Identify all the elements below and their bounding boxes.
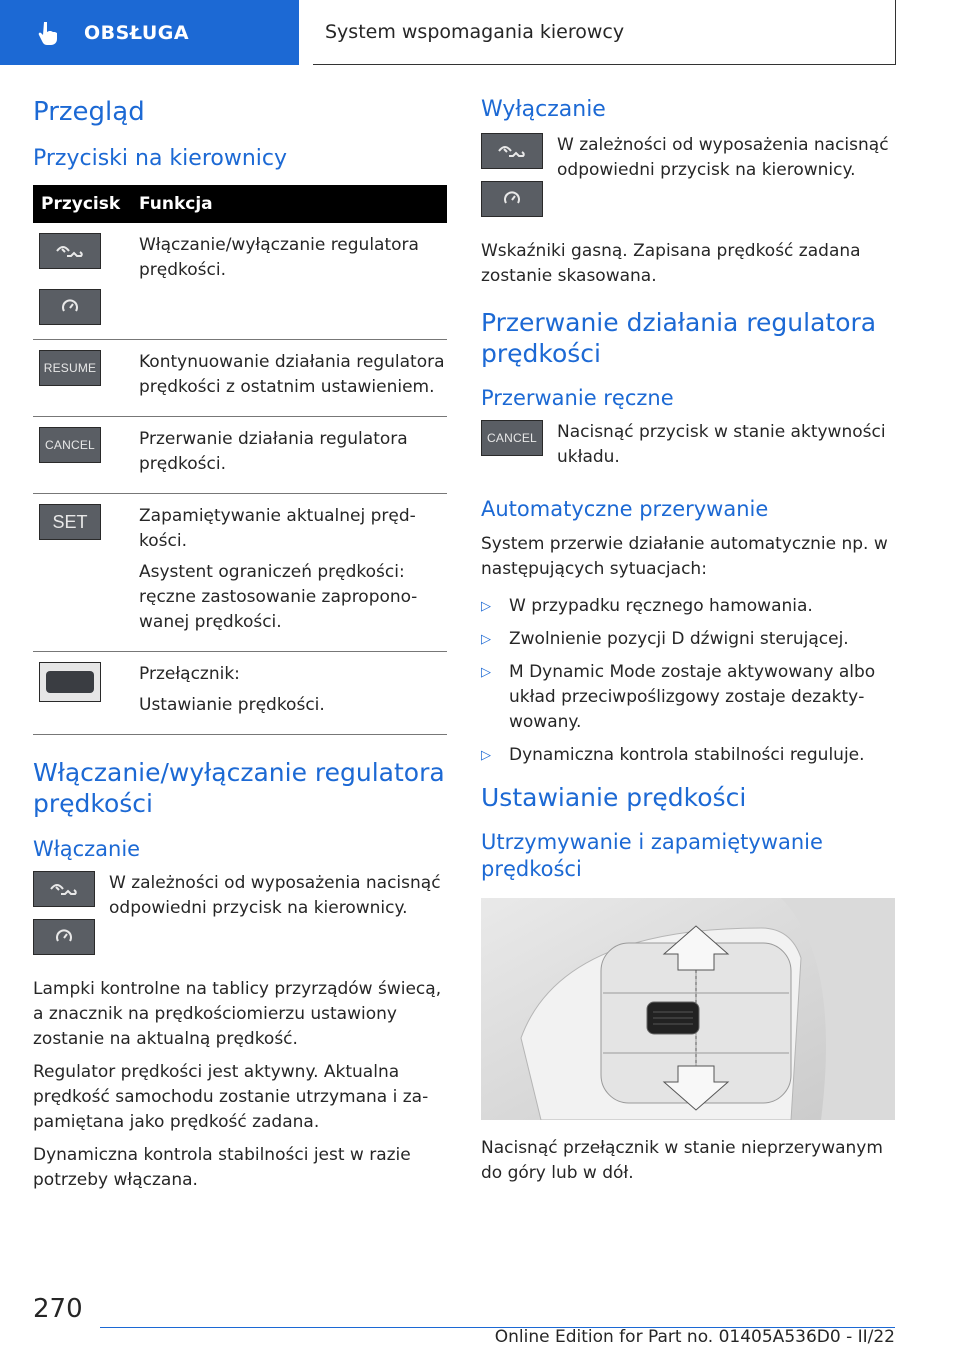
function-text: Przerwanie działania regulatora prędkości. — [139, 429, 408, 475]
set-key-label: SET — [52, 511, 88, 532]
page-number: 270 — [33, 1294, 83, 1324]
cancel-key — [39, 427, 101, 463]
list-item: ▷ M Dynamic Mode zostaje aktywowany albo układ przeciwpoślizgowy zostaje dezaktywowany. — [481, 660, 895, 735]
instruction-text: Nacisnąć przycisk w stanie aktywności układu. — [557, 422, 886, 468]
function-text: Zapamiętywanie aktualnej prędkości. — [139, 506, 416, 552]
section-label: OBSŁUGA — [84, 21, 190, 44]
chapter-header — [313, 0, 896, 65]
switch-on-heading: Włączanie — [33, 836, 141, 861]
resume-key-label: RESUME — [43, 361, 97, 376]
paragraph: Dynamiczna kontrola stabilności jest w razie potrzeby włączana. — [33, 1144, 411, 1190]
hand-pointer-icon — [36, 20, 62, 46]
speed-limiter-icon — [501, 188, 523, 210]
table-row — [33, 340, 447, 417]
cancel-key-label: CANCEL — [487, 431, 537, 446]
function-text: Przełącznik: — [139, 664, 240, 685]
cruise-control-key — [481, 133, 543, 169]
paragraph: Lampki kontrolne na tablicy przyrządów świecą, a znacznik na prędkościomierzu ustawiony zostanie na aktualną prędkość. — [33, 978, 442, 1049]
table-row — [33, 223, 447, 340]
cruise-control-key — [33, 871, 95, 907]
triangle-bullet-icon: ▷ — [481, 747, 491, 763]
function-text: Włączanie/wyłączanie regulatora prędkości. — [139, 235, 419, 281]
switch-off-instruction — [481, 133, 895, 229]
instruction-text: Nacisnąć przełącznik w stanie nieprzerywanym do góry lub w dół. — [481, 1137, 883, 1183]
rocker-switch-key — [39, 662, 101, 702]
paragraph: Regulator prędkości jest aktywny. Aktualna prędkość samochodu zostanie utrzymana i zapamiętana jako prędkość zadana. — [33, 1061, 429, 1132]
list-item: ▷ Dynamiczna kontrola stabilności reguluje. — [481, 743, 895, 768]
interrupt-heading: Przerwanie działania regulatora prędkości — [481, 307, 877, 368]
table-row — [33, 652, 447, 735]
cruise-control-icon — [53, 240, 87, 262]
function-text: Ustawianie prędkości. — [139, 695, 325, 716]
right-column — [481, 96, 895, 1194]
cruise-control-icon — [47, 878, 81, 900]
onoff-heading: Włączanie/wyłączanie regulatora prędkości — [33, 758, 445, 819]
col-button-header: Przycisk — [33, 185, 139, 223]
switch-off-heading: Wyłączanie — [481, 97, 606, 122]
set-key — [39, 504, 101, 540]
set-speed-heading: Ustawianie prędkości — [481, 782, 747, 812]
hold-speed-heading: Utrzymywanie i zapamiętywanie prędkości — [481, 829, 823, 882]
speed-limiter-icon — [53, 926, 75, 948]
triangle-bullet-icon: ▷ — [481, 631, 491, 647]
cancel-key — [481, 420, 543, 456]
manual-interrupt-instruction — [481, 420, 895, 478]
resume-key — [39, 350, 101, 386]
col-function-header: Funkcja — [139, 185, 447, 223]
paragraph: Wskaźniki gasną. Zapisana prędkość zadana zostanie skasowana. — [481, 240, 861, 286]
table-header-row — [33, 185, 447, 223]
steering-buttons-heading: Przyciski na kierownicy — [33, 145, 287, 171]
cruise-control-key — [39, 233, 101, 269]
list-item: ▷ W przypadku ręcznego hamowania. — [481, 594, 895, 619]
paragraph: System przerwie działanie automatycznie np. w następujących sytuacjach: — [481, 533, 888, 579]
triangle-bullet-icon: ▷ — [481, 664, 491, 680]
table-row — [33, 417, 447, 494]
instruction-text: W zależności od wyposażenia nacisnąć odpowiedni przycisk na kierownicy. — [557, 134, 889, 180]
section-tab — [0, 0, 299, 65]
limiter-key — [39, 289, 101, 325]
speed-limiter-icon — [59, 296, 81, 318]
function-text: Kontynuowanie działania regulatora prędkości z ostatnim ustawieniem. — [139, 352, 445, 398]
function-text: Asystent ograniczeń prędkości: ręczne zastosowanie zaproponowanej prędkości. — [139, 562, 418, 633]
limiter-key — [481, 181, 543, 217]
rocker-switch-icon — [46, 671, 94, 693]
list-item: ▷ Zwolnienie pozycji D dźwigni sterującej. — [481, 627, 895, 652]
cruise-control-icon — [495, 140, 529, 162]
left-column — [33, 96, 447, 1201]
table-row — [33, 494, 447, 652]
steering-wheel-buttons-illustration — [481, 898, 895, 1120]
buttons-table — [33, 185, 447, 735]
manual-interrupt-heading: Przerwanie ręczne — [481, 386, 674, 411]
chapter-title: System wspomagania kierowcy — [325, 21, 625, 43]
edition-footer: Online Edition for Part no. 01405A536D0 - II/22 — [494, 1327, 895, 1347]
interrupt-situations-list — [481, 594, 895, 768]
cancel-key-label: CANCEL — [45, 438, 95, 453]
overview-heading: Przegląd — [33, 97, 145, 127]
triangle-bullet-icon: ▷ — [481, 598, 491, 614]
instruction-text: W zależności od wyposażenia nacisnąć odpowiedni przycisk na kierownicy. — [109, 872, 441, 918]
limiter-key — [33, 919, 95, 955]
auto-interrupt-heading: Automatyczne przerywanie — [481, 497, 769, 522]
switch-on-instruction — [33, 871, 447, 967]
